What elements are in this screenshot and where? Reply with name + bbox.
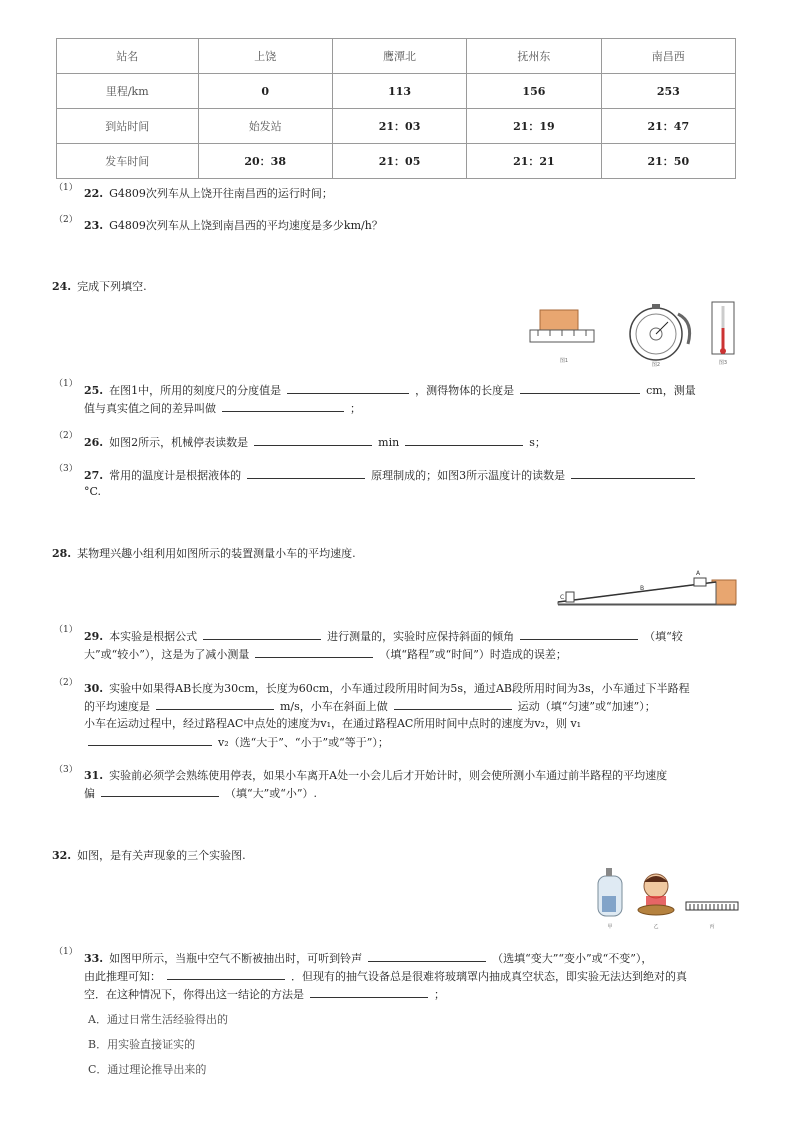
question-29-line2 — [84, 645, 567, 663]
question-27-line2 — [84, 483, 101, 500]
question-number: 23. — [84, 219, 104, 232]
question-30-line1 — [84, 680, 690, 697]
sub-index: （2） — [54, 678, 78, 688]
question-text: 的平均速度是 — [84, 700, 150, 713]
question-31-line2 — [84, 784, 317, 802]
question-text: m/s，小车在斜面上做 — [280, 700, 388, 713]
answer-blank[interactable] — [368, 949, 486, 962]
table-header-cell: 南昌西 — [601, 39, 735, 74]
question-25-line1 — [84, 381, 696, 399]
table-header-cell: 抚州东 — [467, 39, 601, 74]
question-23 — [84, 217, 383, 234]
figure-label: 甲 — [607, 924, 613, 930]
table-cell: 21：19 — [467, 109, 601, 144]
sub-index: （2） — [54, 431, 78, 441]
metal-piece-icon — [566, 592, 574, 602]
table-cell: 到站时间 — [57, 109, 199, 144]
answer-blank[interactable] — [222, 399, 344, 412]
question-number: 28. — [52, 547, 72, 560]
table-cell: 里程/km — [57, 74, 199, 109]
question-text: 空．在这种情况下，你得出这一结论的方法是 — [84, 988, 304, 1001]
sub-index: （3） — [54, 765, 78, 775]
question-number: 27. — [84, 469, 104, 482]
question-text: 如图，是有关声现象的三个实验图. — [77, 849, 246, 862]
question-32 — [52, 847, 246, 864]
question-text: 偏 — [84, 787, 95, 800]
question-text: 本实验是根据公式 — [109, 630, 198, 643]
sub-index: （1） — [54, 947, 78, 957]
question-text: 大”或“较小”），这是为了减小测量 — [84, 648, 250, 661]
question-text: G4809次列车从上饶到南昌西的平均速度是多少km/h？ — [109, 219, 383, 232]
question-22 — [84, 185, 333, 202]
table-cell: 21：21 — [467, 144, 601, 179]
question-number: 32. — [52, 849, 72, 862]
table-cell: 253 — [601, 74, 735, 109]
sub-index: （2） — [54, 215, 78, 225]
question-number: 30. — [84, 682, 104, 695]
question-30-line3 — [84, 715, 581, 732]
answer-blank[interactable] — [520, 381, 640, 394]
question-text: 实验中如果得AB长度为30cm，长度为60cm，小车通过段所用时间为5s，通过AB段所用时间为3s，小车通过下半路程 — [109, 682, 690, 695]
table-cell: 113 — [332, 74, 466, 109]
question-text: 小车在运动过程中，经过路程AC中点处的速度为v₁，在通过路程AC所用时间中点时的速度为v₂，则 v₁ — [84, 717, 582, 730]
question-text: 如图2所示，机械停表读数是 — [109, 436, 249, 449]
incline-figure — [556, 568, 740, 610]
question-text: 如图甲所示，当瓶中空气不断被抽出时，可听到铃声 — [109, 952, 363, 965]
answer-blank[interactable] — [88, 733, 212, 746]
question-number: 33. — [84, 952, 104, 965]
option-b[interactable]: B．用实验直接证实的 — [88, 1038, 196, 1051]
answer-blank[interactable] — [167, 967, 285, 980]
question-number: 29. — [84, 630, 104, 643]
answer-blank[interactable] — [287, 381, 409, 394]
figure-label: 图1 — [559, 358, 569, 364]
table-cell: 0 — [198, 74, 332, 109]
question-text: （填“较 — [644, 630, 683, 643]
sub-index: （1） — [54, 379, 78, 389]
answer-blank[interactable] — [156, 697, 274, 710]
question-33-line1 — [84, 949, 652, 967]
question-number: 22. — [84, 187, 104, 200]
question-text: 原理制成的；如图3所示温度计的读数是 — [371, 469, 566, 482]
answer-blank[interactable] — [405, 433, 523, 446]
answer-blank[interactable] — [101, 784, 219, 797]
sub-index: （3） — [54, 464, 78, 474]
answer-blank[interactable] — [520, 627, 638, 640]
question-24 — [52, 278, 147, 295]
figure-label: 图2 — [651, 362, 661, 368]
question-26 — [84, 433, 546, 451]
answer-blank[interactable] — [571, 466, 695, 479]
table-cell: 21：05 — [332, 144, 466, 179]
cart-icon — [694, 578, 706, 586]
question-text: 完成下列填空. — [77, 280, 147, 293]
station-table — [56, 38, 736, 179]
question-33-line2 — [84, 967, 687, 985]
question-text: 常用的温度计是根据液体的 — [109, 469, 242, 482]
question-text: v₂（选“大于”、“小于”或“等于”）； — [218, 736, 389, 749]
question-text: 值与真实值之间的差异叫做 — [84, 402, 216, 415]
table-header-cell: 站名 — [57, 39, 199, 74]
question-28 — [52, 545, 356, 562]
question-text: ； — [350, 402, 361, 415]
question-number: 24. — [52, 280, 72, 293]
question-number: 25. — [84, 384, 104, 397]
point-label: A — [696, 570, 701, 577]
answer-blank[interactable] — [310, 985, 428, 998]
question-text: 在图1中，所用的刻度尺的分度值是 — [109, 384, 282, 397]
question-text: s； — [529, 436, 546, 449]
sub-index: （1） — [54, 183, 78, 193]
question-text: cm，测量 — [646, 384, 696, 397]
table-cell: 156 — [467, 74, 601, 109]
question-number: 31. — [84, 769, 104, 782]
point-label: B — [640, 585, 645, 592]
question-number: 26. — [84, 436, 104, 449]
option-a[interactable]: A．通过日常生活经验得出的 — [88, 1013, 228, 1026]
answer-blank[interactable] — [254, 433, 372, 446]
question-text: ，测得物体的长度是 — [415, 384, 515, 397]
question-31-line1 — [84, 767, 667, 784]
figure-label: 乙 — [653, 924, 659, 930]
question-text: G4809次列车从上饶开往南昌西的运行时间； — [109, 187, 333, 200]
table-row — [57, 74, 736, 109]
question-27-line1 — [84, 466, 701, 484]
question-text: 某物理兴趣小组利用如图所示的装置测量小车的平均速度. — [77, 547, 356, 560]
figure-label: 丙 — [709, 924, 715, 930]
table-row — [57, 109, 736, 144]
sub-index: （1） — [54, 625, 78, 635]
table-row — [57, 144, 736, 179]
question-25-line2 — [84, 399, 361, 417]
question-text: 由此推理可知： — [84, 970, 161, 983]
question-33-line3 — [84, 985, 445, 1003]
question-text: °C. — [84, 485, 102, 498]
question-29-line1 — [84, 627, 683, 645]
question-text: ．但现有的抽气设备总是很难将玻璃罩内抽成真空状态，即实验无法达到绝对的真 — [291, 970, 687, 983]
question-text: ； — [434, 988, 445, 1001]
table-cell: 发车时间 — [57, 144, 199, 179]
table-header-row — [57, 39, 736, 74]
question-text: min — [378, 436, 400, 449]
question-text: （填“大”或“小”）. — [225, 787, 317, 800]
sound-experiment-figures — [592, 866, 742, 934]
drum-icon — [638, 905, 674, 915]
table-cell: 21：50 — [601, 144, 735, 179]
answer-blank[interactable] — [394, 697, 512, 710]
question-30-line2 — [84, 697, 656, 715]
table-cell: 20：38 — [198, 144, 332, 179]
table-cell: 21：47 — [601, 109, 735, 144]
question-text: 实验前必须学会熟练使用停表，如果小车离开A处一小会儿后才开始计时，则会使所测小车通过前半路程的平均速度 — [109, 769, 668, 782]
question-text: （填“路程”或“时间”）时造成的误差； — [379, 648, 567, 661]
answer-blank[interactable] — [203, 627, 321, 640]
question-text: （选填“变大”“变小”或“不变”）， — [492, 952, 653, 965]
answer-blank[interactable] — [247, 466, 365, 479]
question-text: 进行测量的，实验时应保持斜面的倾角 — [327, 630, 515, 643]
measurement-figures — [528, 300, 740, 368]
question-text: 运动（填“匀速”或“加速”）； — [517, 700, 656, 713]
table-cell: 始发站 — [198, 109, 332, 144]
table-header-cell: 鹰潭北 — [332, 39, 466, 74]
table-header-cell: 上饶 — [198, 39, 332, 74]
figure-label: 图3 — [718, 360, 728, 366]
point-label: C — [560, 594, 565, 601]
table-cell: 21：03 — [332, 109, 466, 144]
measured-block — [540, 310, 578, 330]
question-30-line4 — [84, 733, 389, 751]
option-c[interactable]: C．通过理论推导出来的 — [88, 1063, 207, 1076]
answer-blank[interactable] — [255, 645, 373, 658]
